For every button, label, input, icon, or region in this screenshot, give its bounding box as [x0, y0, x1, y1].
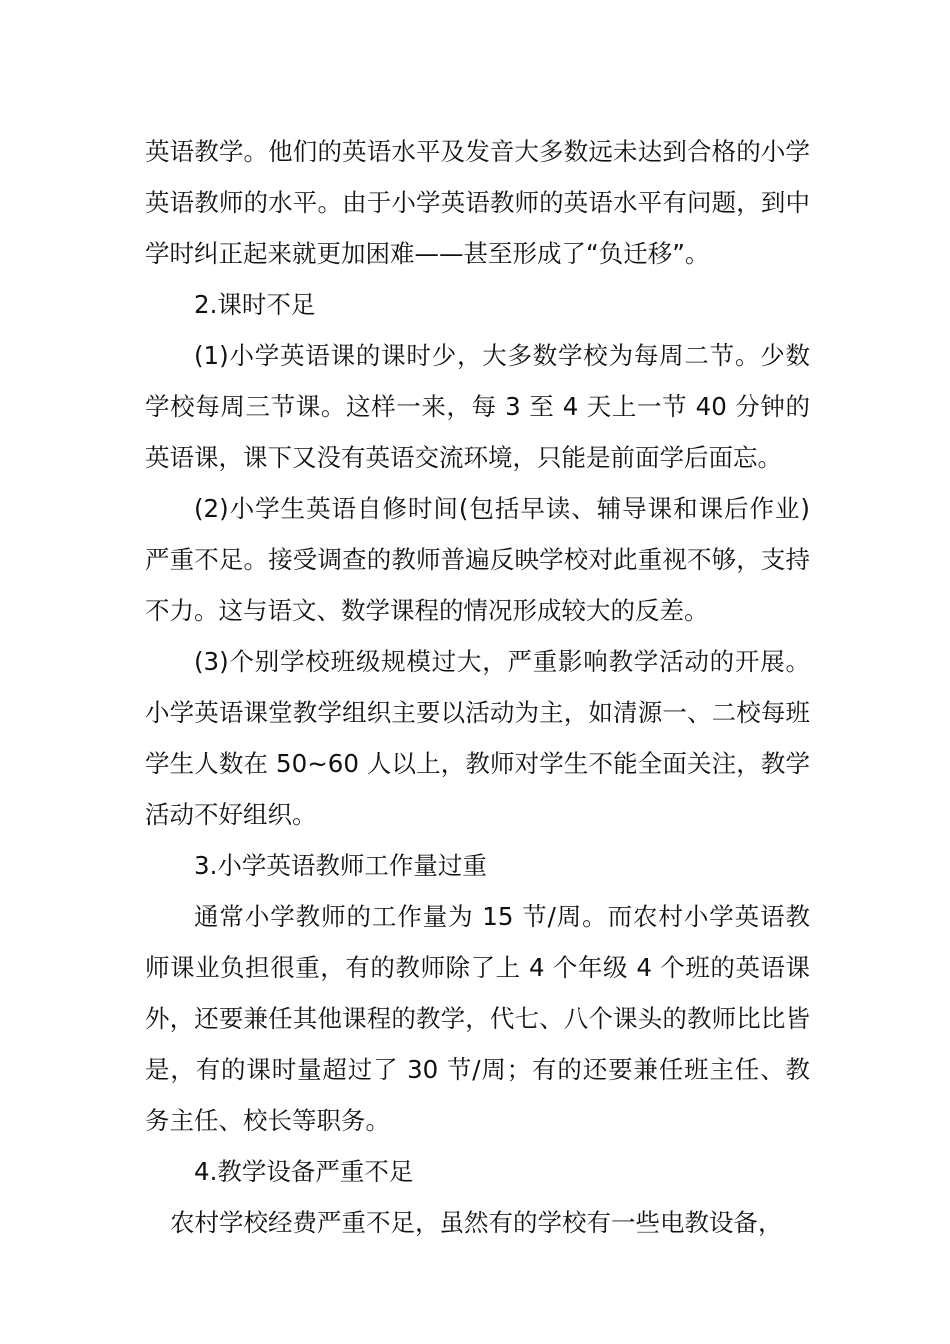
- paragraph-continuation: 英语教学。他们的英语水平及发音大多数远未达到合格的小学英语教师的水平。由于小学英语教师的英语水平有问题，到中学时纠正起来就更加困难——甚至形成了“负迁移”。: [145, 137, 810, 268]
- section-heading-workload: 3.小学英语教师工作量过重: [194, 851, 487, 880]
- paragraph-class-hours-3: (3)个别学校班级规模过大，严重影响教学活动的开展。小学英语课堂教学组织主要以活动为主，如清源一、二校每班学生人数在 50~60 人以上，教师对学生不能全面关注，教学活动不好组织。: [145, 647, 810, 829]
- paragraph-class-hours-1: (1)小学英语课的课时少，大多数学校为每周二节。少数学校每周三节课。这样一来，每 3 至 4 天上一节 40 分钟的英语课，课下又没有英语交流环境，只能是前面学后面忘。: [145, 341, 810, 472]
- section-heading-class-hours: 2.课时不足: [194, 290, 316, 319]
- paragraph-workload: 通常小学教师的工作量为 15 节/周。而农村小学英语教师课业负担很重，有的教师除了上 4 个年级 4 个班的英语课外，还要兼任其他课程的教学，代七、八个课头的教师比比皆是，有的课时量超过了 30 节/周；有的还要兼任班主任、教务主任、校长等职务。: [145, 902, 810, 1135]
- document-body: [145, 126, 810, 1248]
- section-heading-equipment: 4.教学设备严重不足: [194, 1157, 414, 1186]
- paragraph-class-hours-2: (2)小学生英语自修时间(包括早读、辅导课和课后作业)严重不足。接受调查的教师普遍反映学校对此重视不够，支持不力。这与语文、数学课程的情况形成较大的反差。: [145, 494, 810, 625]
- paragraph-equipment: 农村学校经费严重不足，虽然有的学校有一些电教设备，: [170, 1208, 783, 1237]
